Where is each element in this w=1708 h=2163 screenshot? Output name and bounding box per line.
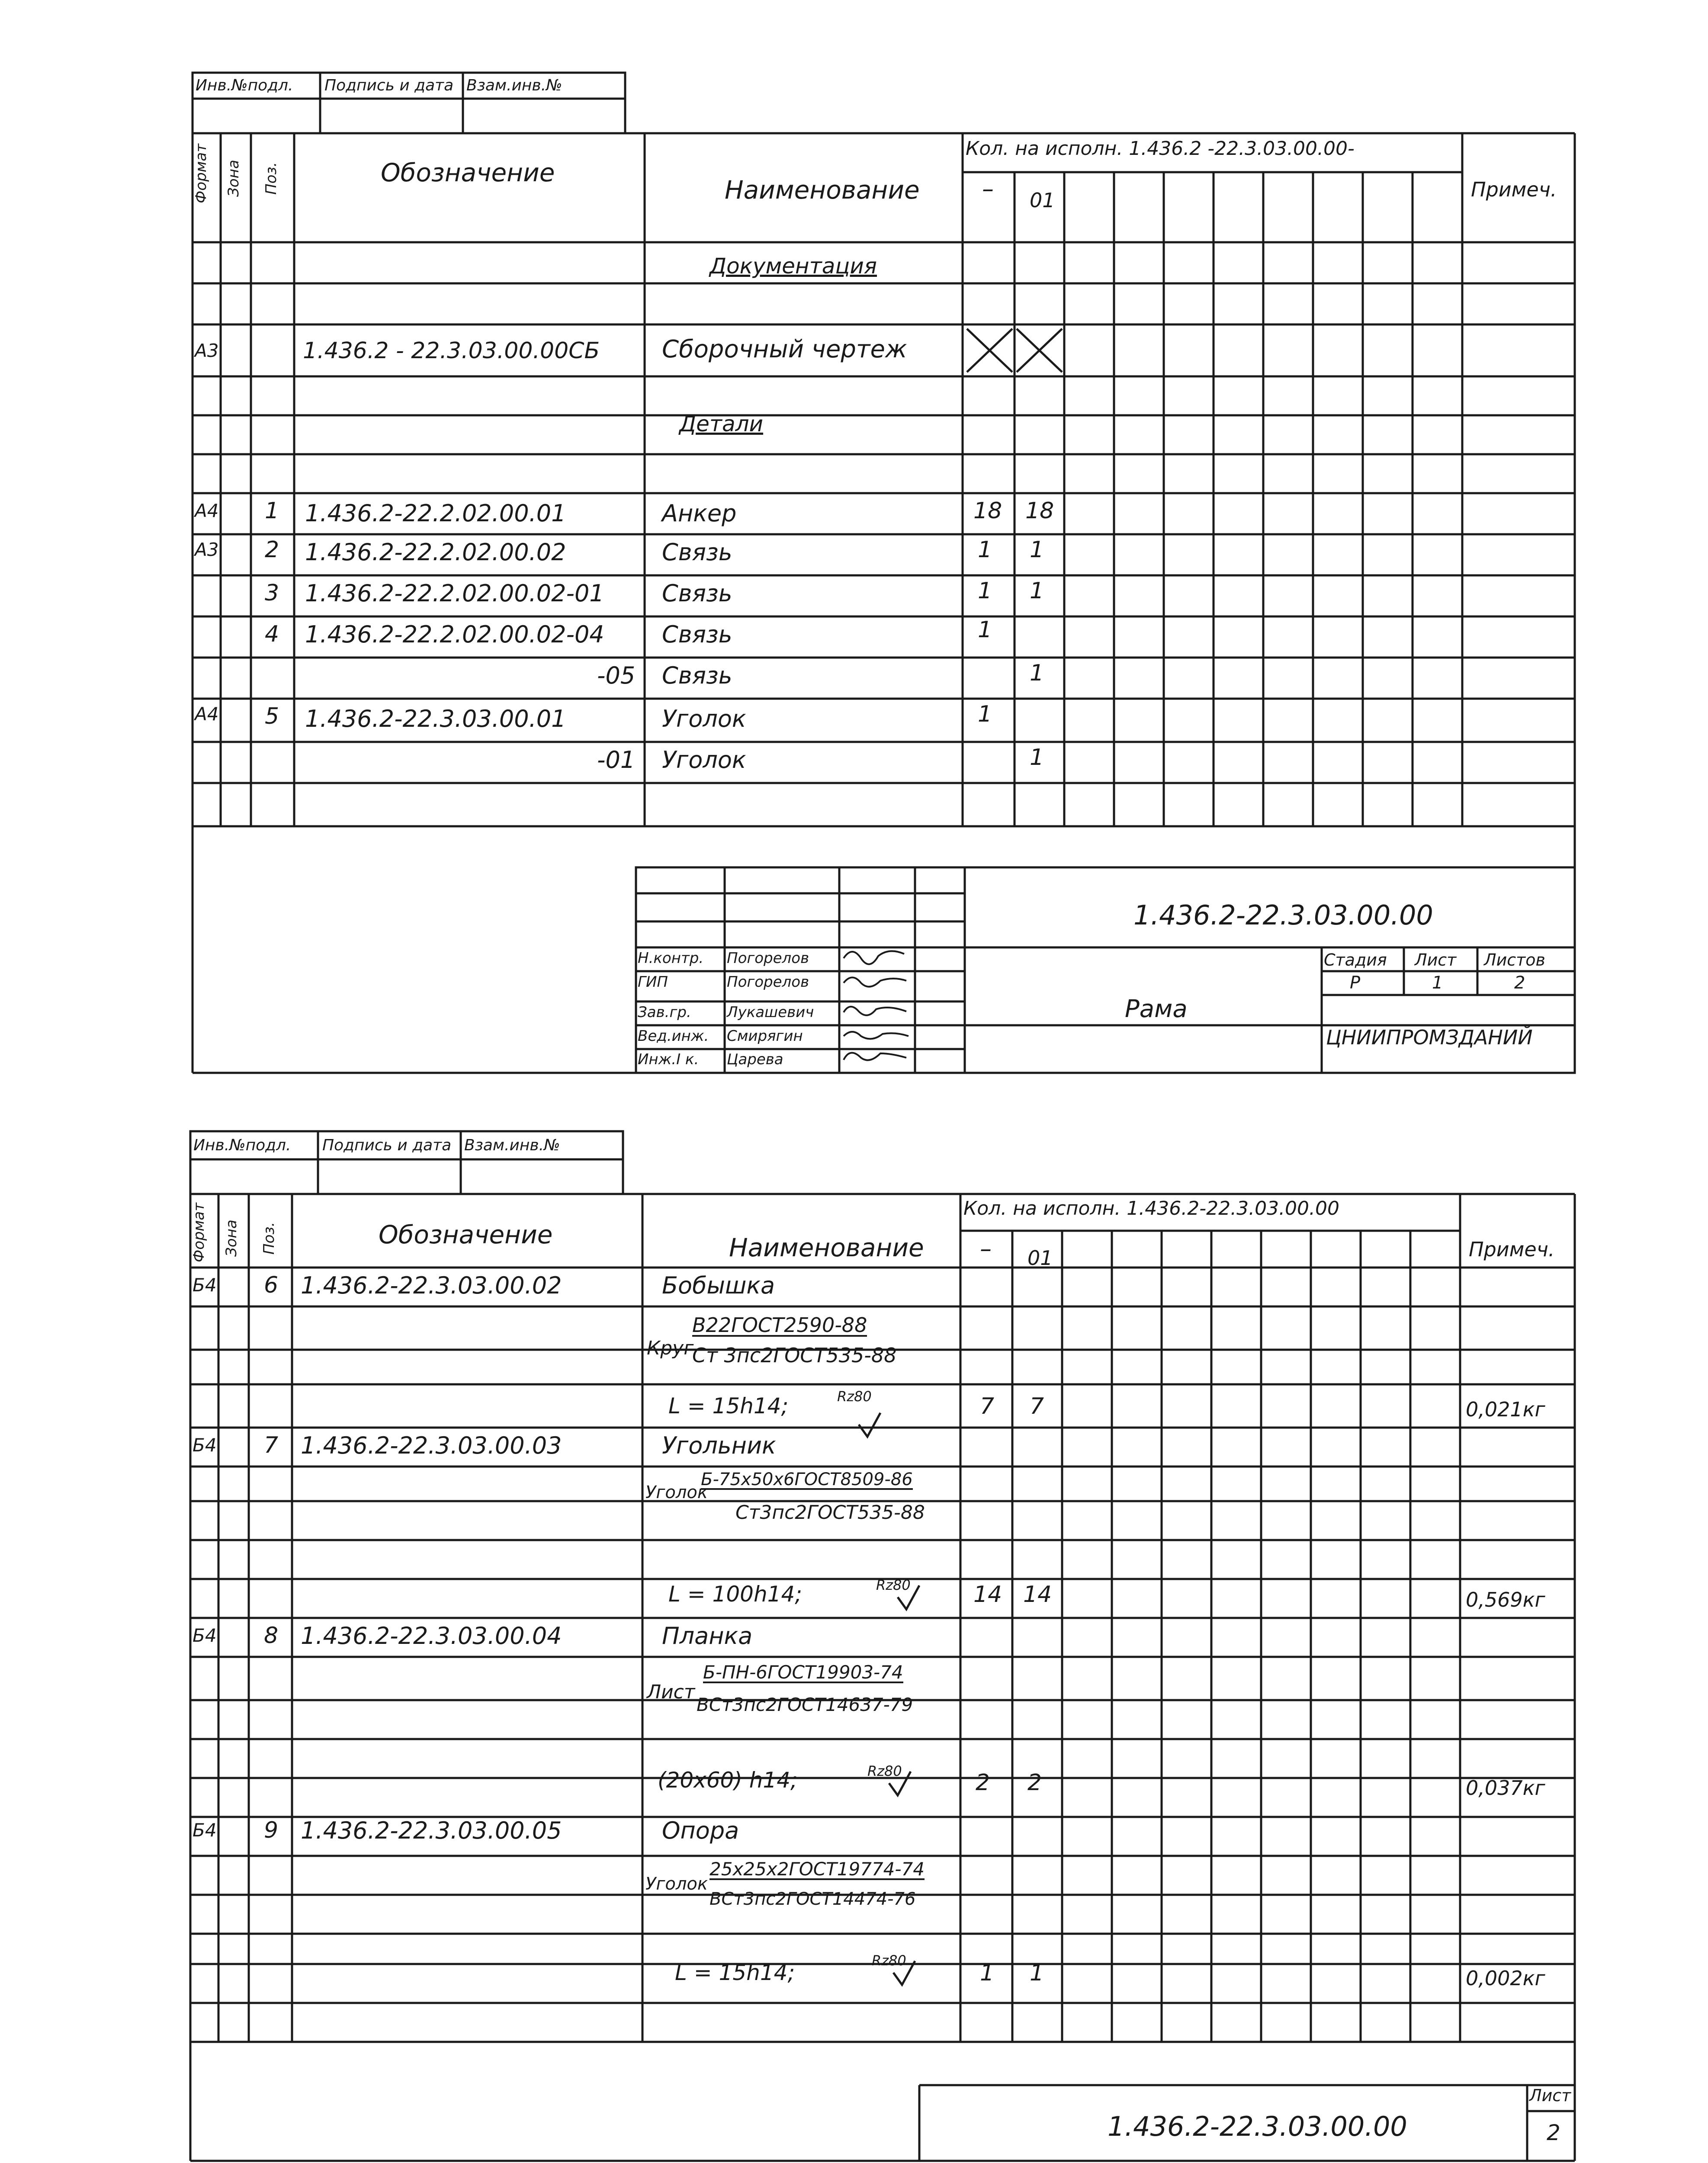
row-5-poz: 3	[265, 580, 279, 606]
header2-naimenovanie: Наименование	[729, 1233, 924, 1262]
stamp2-inv-podl: Инв.№подл.	[193, 1136, 291, 1154]
title-name: Рама	[1125, 995, 1188, 1023]
item-6-format: Б4	[193, 1274, 217, 1296]
item-9-oboz: 1.436.2-22.3.03.00.05	[301, 1817, 562, 1844]
item-9-size: L = 15h14;	[675, 1960, 795, 1985]
row-6-oboz: 1.436.2-22.2.02.00.02-04	[305, 621, 604, 648]
title-stadiya-label: Стадия	[1324, 950, 1387, 969]
row-5-q2: 1	[1030, 578, 1044, 604]
item-7-poz: 7	[264, 1432, 279, 1458]
item-8-mat-bottom: ВСт3пс2ГОСТ14637-79	[697, 1694, 913, 1715]
item-6-q2: 7	[1030, 1393, 1044, 1419]
row-4-q2: 1	[1030, 537, 1044, 563]
header-kol-01: 01	[1030, 189, 1055, 212]
person-role-1: Н.контр.	[638, 950, 704, 967]
item-6-q1: 7	[980, 1393, 995, 1419]
item-8-size: (20х60) h14;	[658, 1768, 798, 1793]
item-9-naim: Опора	[662, 1817, 739, 1844]
header2-oboznachenie: Обозначение	[379, 1220, 553, 1249]
row-5-naim: Связь	[662, 580, 732, 607]
title-stadiya: Р	[1350, 973, 1361, 993]
item-9-format: Б4	[193, 1820, 217, 1841]
row-8-format: А4	[195, 703, 219, 725]
header-format: Формат	[193, 144, 210, 203]
header-poz: Поз.	[263, 162, 280, 195]
row-9-naim: Уголок	[662, 746, 746, 773]
header-naimenovanie: Наименование	[725, 175, 920, 205]
item-7-mass: 0,569кг	[1466, 1588, 1545, 1611]
title-list-label: Лист	[1415, 950, 1457, 969]
row-4-format: А3	[195, 539, 219, 560]
header2-zona: Зона	[223, 1219, 240, 1257]
item-8-mat-prefix: Лист	[647, 1681, 695, 1703]
item-7-mat-top: Б-75х50х6ГОСТ8509-86	[701, 1470, 913, 1489]
item-8-mat-top: Б-ПН-6ГОСТ19903-74	[703, 1662, 903, 1683]
person-name-4: Смирягин	[727, 1027, 803, 1045]
footer-designation: 1.436.2-22.3.03.00.00	[1108, 2111, 1407, 2142]
header2-kol-title: Кол. на исполн. 1.436.2-22.3.03.00.00	[963, 1197, 1340, 1219]
row-4-naim: Связь	[662, 539, 732, 566]
header2-poz: Поз.	[260, 1222, 278, 1255]
row-7-q2: 1	[1030, 660, 1044, 686]
item-8-q2: 2	[1027, 1770, 1042, 1796]
person-name-1: Погорелов	[727, 950, 809, 967]
title-listov: 2	[1514, 973, 1525, 993]
header-primech: Примеч.	[1471, 178, 1557, 201]
item-9-rz: Rz80	[872, 1952, 906, 1969]
row-7-naim: Связь	[662, 662, 732, 689]
person-role-3: Зав.гр.	[638, 1004, 691, 1021]
item-9-mass: 0,002кг	[1466, 1967, 1545, 1990]
row-7-oboz: -05	[597, 662, 636, 689]
row-6-q1: 1	[978, 617, 992, 643]
row-5-oboz: 1.436.2-22.2.02.00.02-01	[305, 580, 604, 607]
row-8-oboz: 1.436.2-22.3.03.00.01	[305, 705, 566, 732]
row-8-poz: 5	[265, 703, 279, 729]
item-8-rz: Rz80	[867, 1763, 902, 1779]
header2-kol-dash: –	[980, 1235, 992, 1262]
person-name-2: Погорелов	[727, 973, 809, 991]
row-1-format: А3	[195, 340, 219, 361]
item-8-q1: 2	[976, 1770, 990, 1796]
item-7-q1: 14	[973, 1582, 1002, 1608]
person-name-3: Лукашевич	[727, 1004, 814, 1021]
stamp-podpis: Подпись и дата	[324, 77, 454, 94]
item-8-poz: 8	[264, 1623, 279, 1649]
header-zona: Зона	[225, 160, 242, 197]
item-6-mat-prefix: Круг	[647, 1337, 694, 1359]
row-3-q1: 18	[973, 498, 1002, 524]
item-7-rz: Rz80	[876, 1577, 911, 1593]
person-role-2: ГИП	[638, 973, 668, 991]
row-9-q2: 1	[1030, 745, 1044, 770]
item-7-q2: 14	[1023, 1582, 1052, 1608]
item-9-mat-top: 25х25х2ГОСТ19774-74	[710, 1858, 925, 1880]
item-6-poz: 6	[264, 1272, 279, 1298]
title-org: ЦНИИПРОМЗДАНИЙ	[1326, 1026, 1533, 1049]
item-6-rz: Rz80	[837, 1388, 872, 1405]
item-7-oboz: 1.436.2-22.3.03.00.03	[301, 1432, 562, 1459]
sheet-2-grid	[0, 1125, 1708, 2163]
footer-list: 2	[1547, 2120, 1560, 2145]
row-3-format: А4	[195, 500, 219, 521]
row-1-naim: Сборочный чертеж	[662, 335, 907, 363]
stamp-vzam: Взам.инв.№	[466, 77, 562, 94]
row-8-q1: 1	[978, 701, 992, 727]
item-6-mat-top: В22ГОСТ2590-88	[692, 1313, 867, 1337]
item-8-mass: 0,037кг	[1466, 1776, 1545, 1800]
stamp2-vzam: Взам.инв.№	[464, 1136, 560, 1154]
row-5-q1: 1	[978, 578, 992, 604]
item-8-oboz: 1.436.2-22.3.03.00.04	[301, 1622, 562, 1650]
item-6-oboz: 1.436.2-22.3.03.00.02	[301, 1272, 562, 1299]
header2-format: Формат	[190, 1203, 208, 1262]
item-9-q2: 1	[1030, 1960, 1044, 1986]
item-9-q1: 1	[980, 1960, 995, 1986]
row-4-poz: 2	[265, 537, 279, 563]
item-7-format: Б4	[193, 1435, 217, 1456]
row-3-q2: 18	[1025, 498, 1054, 524]
header2-primech: Примеч.	[1469, 1238, 1555, 1261]
row-9-oboz: -01	[597, 746, 636, 773]
row-8-naim: Уголок	[662, 705, 746, 732]
header-oboznachenie: Обозначение	[381, 158, 555, 187]
row-1-oboz: 1.436.2 - 22.3.03.00.00СБ	[303, 338, 600, 364]
header-kol-dash: –	[982, 175, 994, 202]
footer-list-label: Лист	[1529, 2086, 1571, 2105]
row-4-oboz: 1.436.2-22.2.02.00.02	[305, 539, 566, 566]
item-8-format: Б4	[193, 1625, 217, 1646]
item-6-mat-bottom: Ст 3пс2ГОСТ535-88	[692, 1344, 897, 1367]
section-details: Детали	[679, 411, 764, 436]
row-3-naim: Анкер	[662, 500, 737, 527]
item-6-naim: Бобышка	[662, 1272, 775, 1299]
row-3-poz: 1	[265, 498, 279, 524]
section-documentation: Документация	[710, 254, 877, 279]
item-7-mat-bottom: Ст3пс2ГОСТ535-88	[735, 1502, 925, 1524]
item-7-mat-prefix: Уголок	[645, 1483, 708, 1502]
header2-kol-01: 01	[1027, 1246, 1053, 1270]
item-9-mat-bottom: ВСт3пс2ГОСТ14474-76	[710, 1889, 916, 1909]
row-3-oboz: 1.436.2-22.2.02.00.01	[305, 500, 566, 527]
person-name-5: Царева	[727, 1051, 783, 1068]
stamp2-podpis: Подпись и дата	[322, 1136, 452, 1154]
item-7-naim: Угольник	[662, 1432, 776, 1459]
person-role-4: Вед.инж.	[638, 1027, 709, 1045]
item-9-mat-prefix: Уголок	[645, 1874, 708, 1894]
item-8-naim: Планка	[662, 1622, 753, 1650]
row-6-naim: Связь	[662, 621, 732, 648]
header-kol-title: Кол. на исполн. 1.436.2 -22.3.03.00.00-	[966, 138, 1355, 160]
row-4-q1: 1	[978, 537, 992, 563]
item-9-poz: 9	[264, 1817, 279, 1843]
row-6-poz: 4	[265, 621, 279, 647]
item-6-size: L = 15h14;	[668, 1393, 789, 1418]
stamp-inv-podl: Инв.№подл.	[196, 77, 293, 94]
item-7-size: L = 100h14;	[668, 1582, 803, 1607]
spec-sheet-2	[0, 1125, 1708, 2163]
title-list: 1	[1432, 973, 1443, 993]
item-6-mass: 0,021кг	[1466, 1398, 1545, 1421]
person-role-5: Инж.I к.	[638, 1051, 699, 1068]
title-designation: 1.436.2-22.3.03.00.00	[1133, 899, 1433, 931]
title-listov-label: Листов	[1484, 950, 1545, 969]
